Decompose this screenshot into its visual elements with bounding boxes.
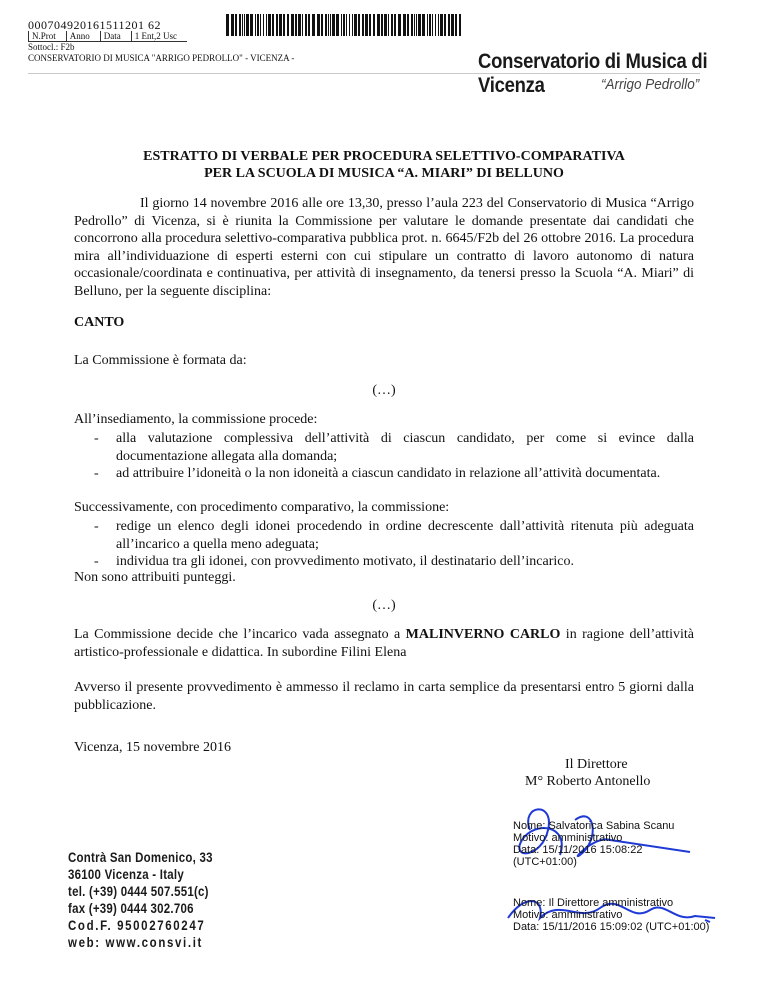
document-title-line-2: PER LA SCUOLA DI MUSICA “A. MIARI” DI BELLUNO (204, 166, 564, 181)
barcode-bar (336, 14, 339, 36)
barcode-bar (298, 14, 301, 36)
barcode-bar (381, 14, 383, 36)
barcode-bar (346, 14, 347, 36)
barcode-bar (246, 14, 249, 36)
list-item-text: redige un elenco degli idonei procedendo in ordine decrescente dall’attività ritenuta più adeguata all’incarico a quella meno adeguata; (116, 519, 694, 552)
signature2-name: Nome: Il Direttore amministrativo (513, 897, 674, 909)
barcode-bar (244, 14, 245, 36)
barcode-bar (231, 14, 234, 36)
barcode-bar (432, 14, 433, 36)
list-item: - redige un elenco degli idonei procedendo in ordine decrescente dall’attività ritenuta più adeguata all’incarico a quella meno adeguata; (94, 519, 694, 552)
barcode-bar (373, 14, 375, 36)
barcode-image (226, 14, 462, 36)
barcode-bar (362, 14, 364, 36)
barcode-bar (305, 14, 307, 36)
barcode-bar (429, 14, 431, 36)
signature2-date: Data: 15/11/2016 15:09:02 (UTC+01:00) (513, 921, 710, 933)
list-item-text: ad attribuire l’idoneità o la non idoneità a ciascun candidato in relazione all’attività documentata. (116, 466, 661, 481)
document-title-line-1: ESTRATTO DI VERBALE PER PROCEDURA SELETTIVO-COMPARATIVA (143, 149, 625, 164)
address-city: 36100 Vicenza - Italy (68, 866, 185, 882)
barcode-bar (257, 14, 259, 36)
signature1-name: Nome: Salvatorica Sabina Scanu (513, 820, 675, 832)
barcode-bar (451, 14, 454, 36)
barcode-bar (394, 14, 396, 36)
barcode-bar (391, 14, 393, 36)
barcode-bar (266, 14, 267, 36)
barcode-bar (276, 14, 278, 36)
successivamente-line: Successivamente, con procedimento comparativo, la commissione: (74, 500, 450, 515)
barcode-bar (369, 14, 371, 36)
protocol-label-anno: Anno (66, 31, 100, 42)
place-date: Vicenza, 15 novembre 2016 (74, 740, 231, 755)
list-item: - ad attribuire l’idoneità o la non idoneità a ciascun candidato in relazione all’attività documentata. (94, 465, 694, 483)
barcode-bar (427, 14, 428, 36)
signature1-timezone: (UTC+01:00) (513, 856, 577, 868)
barcode-bar (302, 14, 303, 36)
signature1-reason: Motivo: amministrativo (513, 832, 623, 844)
decision-paragraph (74, 626, 694, 661)
protocol-label-direction: 1 Ent,2 Usc (131, 31, 187, 42)
barcode-bar (440, 14, 443, 36)
punteggi-line: Non sono attribuiti punteggi. (74, 570, 236, 585)
director-role: Il Direttore (565, 757, 628, 772)
barcode-bar (398, 14, 401, 36)
intro-paragraph: Il giorno 14 novembre 2016 alle ore 13,30, presso l’aula 223 del Conservatorio di Musica “Arrigo Pedrollo” di Vicenza, si è riunita la Commissione per valutare le domande presentate dai candidati che concorrono alla procedura selettivo-comparativa pubblica prot. n. 6645/F2b del 26 ottobre 2016. La procedura mira all’individuazione di esperti esterni con cui stipulare un contratto di lavoro autonomo di natura occasionale/coordinata e continuativa, per attività di insegnamento, da tenersi presso la Scuola “A. Miari” di Belluno, per la seguente disciplina: (74, 196, 694, 299)
barcode-bar (295, 14, 297, 36)
address-tax-code: Cod.F. 95002760247 (68, 917, 206, 933)
barcode-bar (455, 14, 457, 36)
barcode-bar (250, 14, 253, 36)
barcode-bar (260, 14, 261, 36)
address-tel: tel. (+39) 0444 507.551(c) (68, 883, 209, 899)
barcode-bar (384, 14, 387, 36)
barcode-bar (352, 14, 353, 36)
barcode-bar (418, 14, 421, 36)
barcode-bar (239, 14, 241, 36)
barcode-bar (377, 14, 380, 36)
barcode-bar (349, 14, 350, 36)
barcode-bar (263, 14, 264, 36)
address-web: web: www.consvi.it (68, 934, 203, 950)
barcode-bar (354, 14, 357, 36)
barcode-bar (328, 14, 329, 36)
barcode-bar (255, 14, 256, 36)
barcode-bar (283, 14, 285, 36)
barcode-bar (325, 14, 327, 36)
winner-name: MALINVERNO CARLO (405, 627, 561, 642)
barcode-bar (422, 14, 425, 36)
barcode-bar (330, 14, 331, 36)
barcode-bar (438, 14, 439, 36)
signature2-reason: Motivo: amministrativo (513, 909, 623, 921)
list-item-text: alla valutazione complessiva dell’attività di ciascun candidato, per come si evince dalla documentazione allegata alla domanda; (116, 431, 694, 464)
decision-text-after: in ragione dell’attività artistico-professionale e didattica. In subordine Filini Elena (74, 627, 695, 660)
address-fax: fax (+39) 0444 302.706 (68, 900, 194, 916)
barcode-bar (448, 14, 450, 36)
barcode-bar (226, 14, 229, 36)
barcode-bar (242, 14, 243, 36)
logo-subtitle: “Arrigo Pedrollo” (601, 76, 700, 93)
list-item: - alla valutazione complessiva dell’attività di ciascun candidato, per come si evince dalla documentazione allegata alla domanda; (94, 431, 694, 464)
barcode-bar (291, 14, 294, 36)
barcode-bar (365, 14, 368, 36)
barcode-bar (341, 14, 342, 36)
barcode-bar (268, 14, 271, 36)
barcode-bar (321, 14, 323, 36)
barcode-bar (444, 14, 446, 36)
barcode-bar (308, 14, 310, 36)
address-street: Contrà San Domenico, 33 (68, 849, 213, 865)
barcode-bar (435, 14, 436, 36)
barcode-bar (407, 14, 409, 36)
protocol-label-nprot: N.Prot (28, 31, 66, 42)
barcode-bar (343, 14, 345, 36)
logo-title: Conservatorio di Musica di Vicenza (478, 50, 708, 97)
omission-marker: (…) (372, 383, 396, 398)
protocol-labels (28, 31, 187, 42)
barcode-bar (411, 14, 413, 36)
insediamento-line: All’insediamento, la commissione procede: (74, 412, 318, 427)
omission-marker: (…) (372, 598, 396, 613)
barcode-bar (459, 14, 461, 36)
barcode-bar (403, 14, 406, 36)
commission-intro: La Commissione è formata da: (74, 353, 247, 368)
barcode-bar (235, 14, 237, 36)
barcode-bar (272, 14, 274, 36)
barcode-bar (317, 14, 320, 36)
list-item: - individua tra gli idonei, con provvedimento motivato, il destinatario dell’incarico. (94, 553, 694, 571)
barcode-bar (414, 14, 415, 36)
barcode-bar (312, 14, 315, 36)
barcode-bar (287, 14, 289, 36)
barcode-bar (416, 14, 417, 36)
barcode-bar (388, 14, 389, 36)
barcode-bar (358, 14, 360, 36)
list-item-text: individua tra gli idonei, con provvedimento motivato, il destinatario dell’incarico. (116, 554, 574, 569)
reclamo-paragraph: Avverso il presente provvedimento è ammesso il reclamo in carta semplice da presentarsi entro 5 giorni dalla pubblicazione. (74, 680, 694, 713)
decision-text-before: La Commissione decide che l’incarico vada assegnato a (74, 627, 406, 642)
barcode-bar (279, 14, 282, 36)
director-name: M° Roberto Antonello (525, 774, 651, 789)
discipline-heading: CANTO (74, 315, 125, 330)
protocol-label-data: Data (100, 31, 131, 42)
protocol-institution: CONSERVATORIO DI MUSICA "ARRIGO PEDROLLO" - VICENZA - (28, 53, 295, 63)
signature1-date: Data: 15/11/2016 15:08:22 (513, 844, 643, 856)
barcode-bar (332, 14, 335, 36)
protocol-number: 000704920161511201 62 (28, 18, 162, 32)
protocol-sottoclasse: Sottocl.: F2b (28, 42, 75, 52)
